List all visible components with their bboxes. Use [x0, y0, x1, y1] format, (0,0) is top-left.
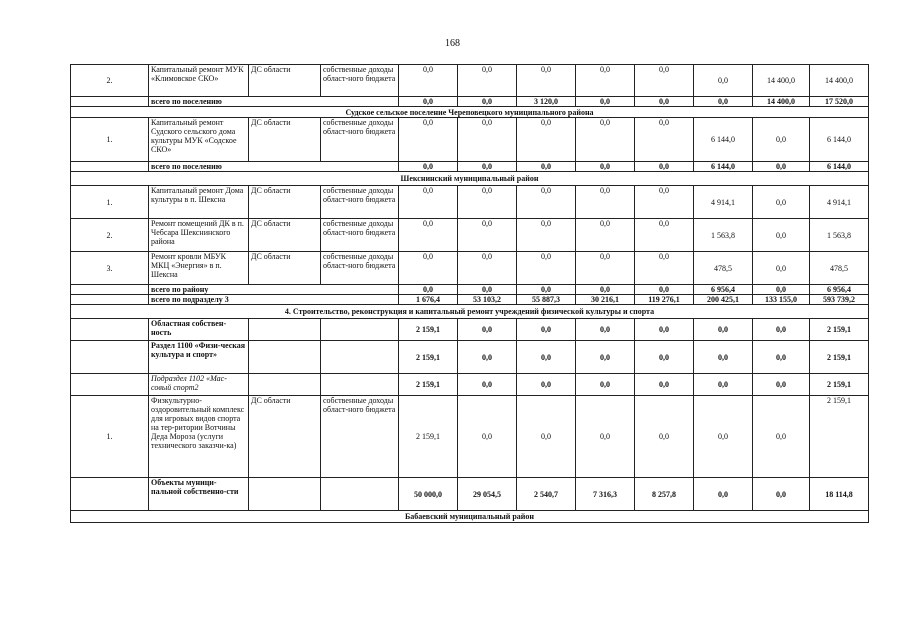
- value-cell: 0,0: [517, 285, 576, 295]
- value-cell: 0,0: [576, 219, 635, 252]
- value-cell: 0,0: [635, 186, 694, 219]
- value-cell: 0,0: [458, 97, 517, 107]
- value-cell: 0,0: [753, 186, 810, 219]
- value-cell: 0,0: [399, 219, 458, 252]
- value-cell: 0,0: [517, 341, 576, 374]
- value-cell: 0,0: [694, 374, 753, 396]
- total-row: [71, 295, 869, 305]
- value-cell: 0,0: [576, 162, 635, 172]
- value-cell: 0,0: [399, 118, 458, 162]
- page-number: 168: [445, 38, 460, 49]
- value-cell: 14 400,0: [753, 97, 810, 107]
- value-cell: 14 400,0: [753, 65, 810, 97]
- type-cell: ДС области: [249, 219, 321, 252]
- value-cell: 0,0: [576, 285, 635, 295]
- source-cell: собственные доходы област-ного бюджета: [321, 118, 399, 162]
- table-row: [71, 186, 869, 219]
- table-row: [71, 65, 869, 97]
- section-header: [71, 305, 869, 319]
- table-row: [71, 374, 869, 396]
- budget-table: [70, 64, 869, 523]
- section-header: [71, 107, 869, 118]
- value-cell: 593 739,2: [810, 295, 869, 305]
- type-cell: ДС области: [249, 252, 321, 285]
- value-cell: 29 054,5: [458, 478, 517, 511]
- value-cell: 0,0: [635, 97, 694, 107]
- value-cell: 0,0: [576, 341, 635, 374]
- value-cell: 0,0: [635, 285, 694, 295]
- value-cell: 0,0: [399, 285, 458, 295]
- value-cell: 0,0: [399, 186, 458, 219]
- value-cell: 6 144,0: [694, 118, 753, 162]
- row-number: 2.: [71, 219, 149, 252]
- value-cell: 0,0: [399, 252, 458, 285]
- value-cell: 0,0: [635, 374, 694, 396]
- value-cell: 0,0: [635, 118, 694, 162]
- value-cell: 478,5: [810, 252, 869, 285]
- row-number: 1.: [71, 186, 149, 219]
- value-cell: 2 159,1: [399, 341, 458, 374]
- source-cell: собственные доходы област-ного бюджета: [321, 396, 399, 478]
- object-name: Капитальный ремонт Судского сельского дома культуры МУК «Содское СКО»: [149, 118, 249, 162]
- value-cell: 0,0: [458, 374, 517, 396]
- value-cell: 0,0: [517, 162, 576, 172]
- section-title: Шекснинский муниципальный район: [71, 172, 869, 186]
- section-title: Судское сельское поселение Череповецкого муниципального района: [71, 107, 869, 118]
- table-row: [71, 478, 869, 511]
- value-cell: 0,0: [753, 319, 810, 341]
- value-cell: 0,0: [458, 285, 517, 295]
- value-cell: 6 144,0: [810, 162, 869, 172]
- value-cell: 0,0: [458, 65, 517, 97]
- value-cell: 0,0: [635, 65, 694, 97]
- object-name: Ремонт помещений ДК в п. Чебсара Шекснинского района: [149, 219, 249, 252]
- group-label: Областная собствен-ность: [149, 319, 249, 341]
- total-row: [71, 162, 869, 172]
- value-cell: 0,0: [458, 396, 517, 478]
- value-cell: 17 520,0: [810, 97, 869, 107]
- row-number: 1.: [71, 118, 149, 162]
- value-cell: 55 887,3: [517, 295, 576, 305]
- value-cell: 0,0: [753, 396, 810, 478]
- value-cell: 200 425,1: [694, 295, 753, 305]
- source-cell: собственные доходы област-ного бюджета: [321, 65, 399, 97]
- value-cell: 0,0: [753, 118, 810, 162]
- value-cell: 6 956,4: [694, 285, 753, 295]
- value-cell: 0,0: [694, 65, 753, 97]
- value-cell: 0,0: [517, 374, 576, 396]
- value-cell: 0,0: [517, 396, 576, 478]
- value-cell: 2 540,7: [517, 478, 576, 511]
- value-cell: 0,0: [458, 219, 517, 252]
- row-number: 3.: [71, 252, 149, 285]
- value-cell: 2 159,1: [399, 319, 458, 341]
- value-cell: 0,0: [517, 252, 576, 285]
- table-row: [71, 252, 869, 285]
- value-cell: 478,5: [694, 252, 753, 285]
- value-cell: 2 159,1: [810, 319, 869, 341]
- value-cell: 0,0: [517, 118, 576, 162]
- value-cell: 0,0: [753, 162, 810, 172]
- value-cell: 30 216,1: [576, 295, 635, 305]
- total-label: всего по поселению: [149, 162, 399, 172]
- section-title: 4. Строительство, реконструкция и капитальный ремонт учреждений физической культуры и спорта: [71, 305, 869, 319]
- value-cell: 0,0: [635, 319, 694, 341]
- type-cell: ДС области: [249, 186, 321, 219]
- value-cell: 0,0: [458, 341, 517, 374]
- group-label: Раздел 1100 «Физи-ческая культура и спорт»: [149, 341, 249, 374]
- row-number: 2.: [71, 65, 149, 97]
- value-cell: 0,0: [694, 396, 753, 478]
- value-cell: 2 159,1: [399, 396, 458, 478]
- value-cell: 0,0: [399, 65, 458, 97]
- source-cell: собственные доходы област-ного бюджета: [321, 252, 399, 285]
- value-cell: 0,0: [753, 374, 810, 396]
- total-row: [71, 285, 869, 295]
- type-cell: ДС области: [249, 65, 321, 97]
- value-cell: 0,0: [635, 219, 694, 252]
- object-name: Капитальный ремонт Дома культуры в п. Шексна: [149, 186, 249, 219]
- value-cell: 0,0: [517, 186, 576, 219]
- table-row: [71, 341, 869, 374]
- table-row: [71, 219, 869, 252]
- value-cell: 0,0: [576, 118, 635, 162]
- total-label: всего по поселению: [149, 97, 399, 107]
- value-cell: 0,0: [458, 252, 517, 285]
- value-cell: 14 400,0: [810, 65, 869, 97]
- value-cell: 0,0: [576, 186, 635, 219]
- table-row: [71, 118, 869, 162]
- value-cell: 50 000,0: [399, 478, 458, 511]
- value-cell: 3 120,0: [517, 97, 576, 107]
- value-cell: 1 676,4: [399, 295, 458, 305]
- value-cell: 0,0: [635, 341, 694, 374]
- group-label: Объекты муници-пальной собственно-сти: [149, 478, 249, 511]
- value-cell: 0,0: [576, 319, 635, 341]
- value-cell: 6 144,0: [810, 118, 869, 162]
- value-cell: 2 159,1: [810, 374, 869, 396]
- total-label: всего по подразделу 3: [149, 295, 399, 305]
- value-cell: 8 257,8: [635, 478, 694, 511]
- value-cell: 6 144,0: [694, 162, 753, 172]
- value-cell: 0,0: [399, 97, 458, 107]
- value-cell: 4 914,1: [694, 186, 753, 219]
- type-cell: ДС области: [249, 396, 321, 478]
- value-cell: 0,0: [458, 118, 517, 162]
- value-cell: 0,0: [517, 65, 576, 97]
- value-cell: 2 159,1: [810, 396, 869, 478]
- value-cell: 0,0: [635, 252, 694, 285]
- total-label: всего по району: [149, 285, 399, 295]
- value-cell: 0,0: [576, 97, 635, 107]
- value-cell: 18 114,8: [810, 478, 869, 511]
- value-cell: 133 155,0: [753, 295, 810, 305]
- table-row: [71, 396, 869, 478]
- value-cell: 0,0: [753, 478, 810, 511]
- value-cell: 2 159,1: [810, 341, 869, 374]
- value-cell: 0,0: [753, 219, 810, 252]
- value-cell: 0,0: [694, 341, 753, 374]
- value-cell: 0,0: [753, 285, 810, 295]
- value-cell: 0,0: [753, 252, 810, 285]
- value-cell: 0,0: [635, 162, 694, 172]
- object-name: Ремонт кровли МБУК МКЦ «Энергия» в п. Шексна: [149, 252, 249, 285]
- type-cell: ДС области: [249, 118, 321, 162]
- row-number: 1.: [71, 396, 149, 478]
- value-cell: 0,0: [576, 252, 635, 285]
- value-cell: 0,0: [694, 97, 753, 107]
- value-cell: 1 563,8: [694, 219, 753, 252]
- value-cell: 0,0: [576, 396, 635, 478]
- value-cell: 119 276,1: [635, 295, 694, 305]
- section-header: [71, 172, 869, 186]
- table-row: [71, 319, 869, 341]
- value-cell: 0,0: [458, 162, 517, 172]
- value-cell: 0,0: [576, 65, 635, 97]
- source-cell: собственные доходы област-ного бюджета: [321, 186, 399, 219]
- value-cell: 0,0: [635, 396, 694, 478]
- object-name: Физкультурно-оздоровительный комплекс для игровых видов спорта на тер-ритории Вотчины Деда Мороза (услуги технического заказчи-ка): [149, 396, 249, 478]
- value-cell: 0,0: [458, 319, 517, 341]
- source-cell: собственные доходы област-ного бюджета: [321, 219, 399, 252]
- value-cell: 0,0: [517, 219, 576, 252]
- value-cell: 1 563,8: [810, 219, 869, 252]
- value-cell: 0,0: [576, 374, 635, 396]
- object-name: Капитальный ремонт МУК «Климовское СКО»: [149, 65, 249, 97]
- value-cell: 2 159,1: [399, 374, 458, 396]
- value-cell: 0,0: [753, 341, 810, 374]
- value-cell: 0,0: [694, 319, 753, 341]
- value-cell: 0,0: [399, 162, 458, 172]
- total-row: [71, 97, 869, 107]
- value-cell: 4 914,1: [810, 186, 869, 219]
- section-title: Бабаевский муниципальный район: [71, 511, 869, 523]
- value-cell: 53 103,2: [458, 295, 517, 305]
- group-label: Подраздел 1102 «Мас-совый спорт2: [149, 374, 249, 396]
- section-header: [71, 511, 869, 523]
- value-cell: 6 956,4: [810, 285, 869, 295]
- value-cell: 0,0: [694, 478, 753, 511]
- value-cell: 0,0: [517, 319, 576, 341]
- value-cell: 7 316,3: [576, 478, 635, 511]
- value-cell: 0,0: [458, 186, 517, 219]
